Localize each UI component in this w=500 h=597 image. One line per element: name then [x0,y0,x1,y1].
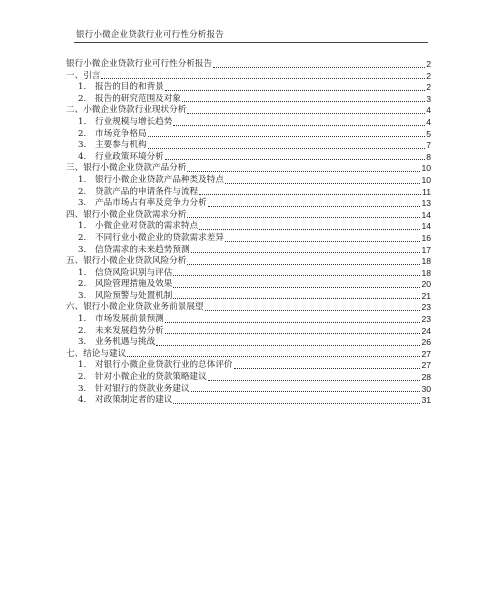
toc-entry-number: 3. [78,198,87,209]
toc-page-number: 23 [421,314,431,325]
toc-entry[interactable] [66,384,431,396]
toc-dot-leader [208,379,421,381]
toc-dot-leader [225,240,421,242]
toc-entry-number: 3. [78,244,87,255]
toc-entry-number: 四、 [66,209,84,220]
toc-dot-leader [165,158,425,160]
toc-page-number: 16 [421,232,431,243]
toc-dot-leader [213,66,425,68]
toc-entry-label: 不同行业小微企业的贷款需求差异 [95,232,224,243]
toc-page-number: 17 [421,244,431,255]
toc-dot-leader [101,77,425,79]
toc-entry[interactable] [66,256,431,268]
toc-entry-label: 市场竞争格局 [95,128,147,139]
toc-entry-label: 银行小微企业贷款行业可行性分析报告 [66,59,213,69]
toc-page-number: 5 [426,128,431,139]
toc-page-number: 18 [421,256,431,267]
toc-entry-number: 2. [78,128,87,139]
toc-entry-label: 针对小微企业的贷款策略建议 [95,372,207,383]
toc-page-number: 14 [421,221,431,232]
toc-page-number: 10 [421,163,431,174]
toc-dot-leader [182,100,425,102]
toc-page-number: 21 [421,290,431,301]
toc-page-number: 20 [421,279,431,290]
toc-entry-label: 贷款产品的申请条件与流程 [95,186,199,197]
toc-page-number: 31 [421,395,431,406]
toc-entry-number: 2. [78,325,87,336]
toc-entry-number: 二、 [66,105,84,116]
toc-entry[interactable] [66,71,431,83]
toc-page-number: 28 [421,372,431,383]
toc-entry-label: 银行小微企业贷款风险分析 [83,256,187,267]
toc-dot-leader [205,309,421,311]
toc-entry-number: 一、 [66,70,84,81]
toc-dot-leader [173,124,425,126]
toc-page-number: 26 [421,337,431,348]
toc-entry[interactable] [66,210,431,222]
toc-entry[interactable] [66,291,431,303]
toc-entry-number: 2. [78,186,87,197]
toc-entry[interactable] [66,395,431,407]
toc-dot-leader [191,251,421,253]
toc-page-number: 14 [421,209,431,220]
toc-entry-label: 银行小微企业贷款产品分析 [83,163,187,174]
toc-page-number: 10 [421,174,431,185]
toc-entry-label: 对政策制定者的建议 [95,395,173,406]
toc-entry[interactable] [66,175,431,187]
toc-entry-label: 银行小微企业贷款需求分析 [83,209,187,220]
toc-entry-number: 1. [78,314,87,325]
toc-page-number: 2 [426,82,431,93]
toc-entry-number: 七、 [66,348,84,359]
toc-page-number: 13 [421,198,431,209]
toc-page-number: 11 [422,186,431,197]
toc-dot-leader [173,402,420,404]
toc-entry-number: 2. [78,372,87,383]
toc-entry-label: 银行小微企业贷款产品种类及特点 [95,174,224,185]
toc-entry-number: 1. [78,221,87,232]
toc-entry-label: 信贷需求的未来趋势预测 [95,244,190,255]
toc-entry-number: 六、 [66,302,84,313]
toc-entry-number: 2. [78,93,87,104]
toc-entry-label: 信贷风险识别与评估 [95,267,173,278]
toc-entry-number: 五、 [66,256,84,267]
toc-dot-leader [199,193,421,195]
toc-dot-leader [187,170,420,172]
toc-entry-label: 主要参与机构 [95,140,147,151]
toc-entry-label: 行业政策环境分析 [95,151,164,162]
toc-page-number: 4 [426,105,431,116]
toc-entry-label: 市场发展前景预测 [95,314,164,325]
toc-dot-leader [208,205,421,207]
toc-dot-leader [156,344,420,346]
toc-page-number: 27 [421,348,431,359]
toc-dot-leader [187,216,420,218]
toc-dot-leader [173,286,420,288]
toc-entry[interactable] [66,268,431,280]
toc-entry[interactable] [66,314,431,326]
toc-entry-number: 1. [78,82,87,93]
toc-entry[interactable] [66,245,431,257]
toc-dot-leader [225,182,421,184]
toc-entry[interactable] [66,221,431,233]
toc-dot-leader [191,390,421,392]
toc-page-number: 2 [426,59,431,69]
toc-page-number: 4 [426,116,431,127]
toc-dot-leader [199,228,420,230]
toc-entry-number: 1. [78,116,87,127]
toc-dot-leader [173,274,420,276]
toc-entry-number: 4. [78,395,87,406]
toc-dot-leader [187,112,425,114]
toc-entry-label: 报告的目的和背景 [95,82,164,93]
toc-entry-label: 业务机遇与挑战 [95,337,156,348]
toc-dot-leader [148,135,426,137]
toc-entry-label: 行业规模与增长趋势 [95,116,173,127]
toc-entry[interactable] [66,59,431,71]
toc-entry[interactable] [66,105,431,117]
toc-entry-number: 3. [78,290,87,301]
toc-entry-number: 2. [78,279,87,290]
header-divider [74,42,428,43]
toc-entry[interactable] [66,94,431,106]
toc-entry-label: 未来发展趋势分析 [95,325,164,336]
toc-entry[interactable] [66,372,431,384]
toc-entry[interactable] [66,140,431,152]
toc-entry-label: 银行小微企业贷款业务前景展望 [83,302,204,313]
toc-entry[interactable] [66,129,431,141]
toc-entry[interactable] [66,233,431,245]
toc-dot-leader [127,355,420,357]
toc-entry-number: 1. [78,360,87,371]
toc-entry-number: 2. [78,232,87,243]
toc-entry-label: 报告的研究范围及对象 [95,93,181,104]
toc-dot-leader [173,297,420,299]
toc-entry[interactable] [66,82,431,94]
toc-page-number: 8 [426,151,431,162]
toc-page-number: 30 [421,383,431,394]
toc-dot-leader [165,321,421,323]
toc-entry[interactable] [66,326,431,338]
toc-entry-number: 3. [78,140,87,151]
toc-dot-leader [165,89,425,91]
toc-page-number: 3 [426,93,431,104]
toc-entry-label: 小微企业贷款行业现状分析 [83,105,187,116]
toc-entry-number: 1. [78,267,87,278]
toc-page-number: 23 [421,302,431,313]
toc-entry-label: 引言 [83,70,101,81]
table-of-contents [66,59,431,407]
toc-entry[interactable] [66,337,431,349]
toc-entry[interactable] [66,187,431,199]
toc-dot-leader [148,147,426,149]
toc-entry-number: 1. [78,174,87,185]
toc-entry[interactable] [66,349,431,361]
toc-entry-number: 三、 [66,163,84,174]
toc-entry-label: 针对银行的贷款业务建议 [95,383,190,394]
toc-page-number: 2 [426,70,431,81]
toc-entry[interactable] [66,198,431,210]
toc-dot-leader [234,367,421,369]
toc-entry-label: 结论与建议 [83,348,127,359]
toc-entry[interactable] [66,152,431,164]
toc-entry[interactable] [66,360,431,372]
toc-page-number: 24 [421,325,431,336]
toc-dot-leader [165,332,421,334]
toc-page-number: 18 [421,267,431,278]
toc-entry[interactable] [66,117,431,129]
toc-entry[interactable] [66,279,431,291]
toc-entry-number: 3. [78,337,87,348]
toc-entry-label: 风险管理措施及效果 [95,279,173,290]
toc-entry-label: 产品市场占有率及竞争力分析 [95,198,207,209]
toc-entry-label: 小微企业对贷款的需求特点 [95,221,199,232]
toc-entry[interactable] [66,163,431,175]
toc-dot-leader [187,263,420,265]
toc-entry-number: 4. [78,151,87,162]
toc-entry[interactable] [66,302,431,314]
toc-entry-number: 3. [78,383,87,394]
toc-entry-label: 风险预警与处置机制 [95,290,173,301]
document-header-title: 银行小微企业贷款行业可行性分析报告 [76,30,224,40]
toc-page-number: 27 [421,360,431,371]
toc-page-number: 7 [426,140,431,151]
toc-entry-label: 对银行小微企业贷款行业的总体评价 [95,360,233,371]
